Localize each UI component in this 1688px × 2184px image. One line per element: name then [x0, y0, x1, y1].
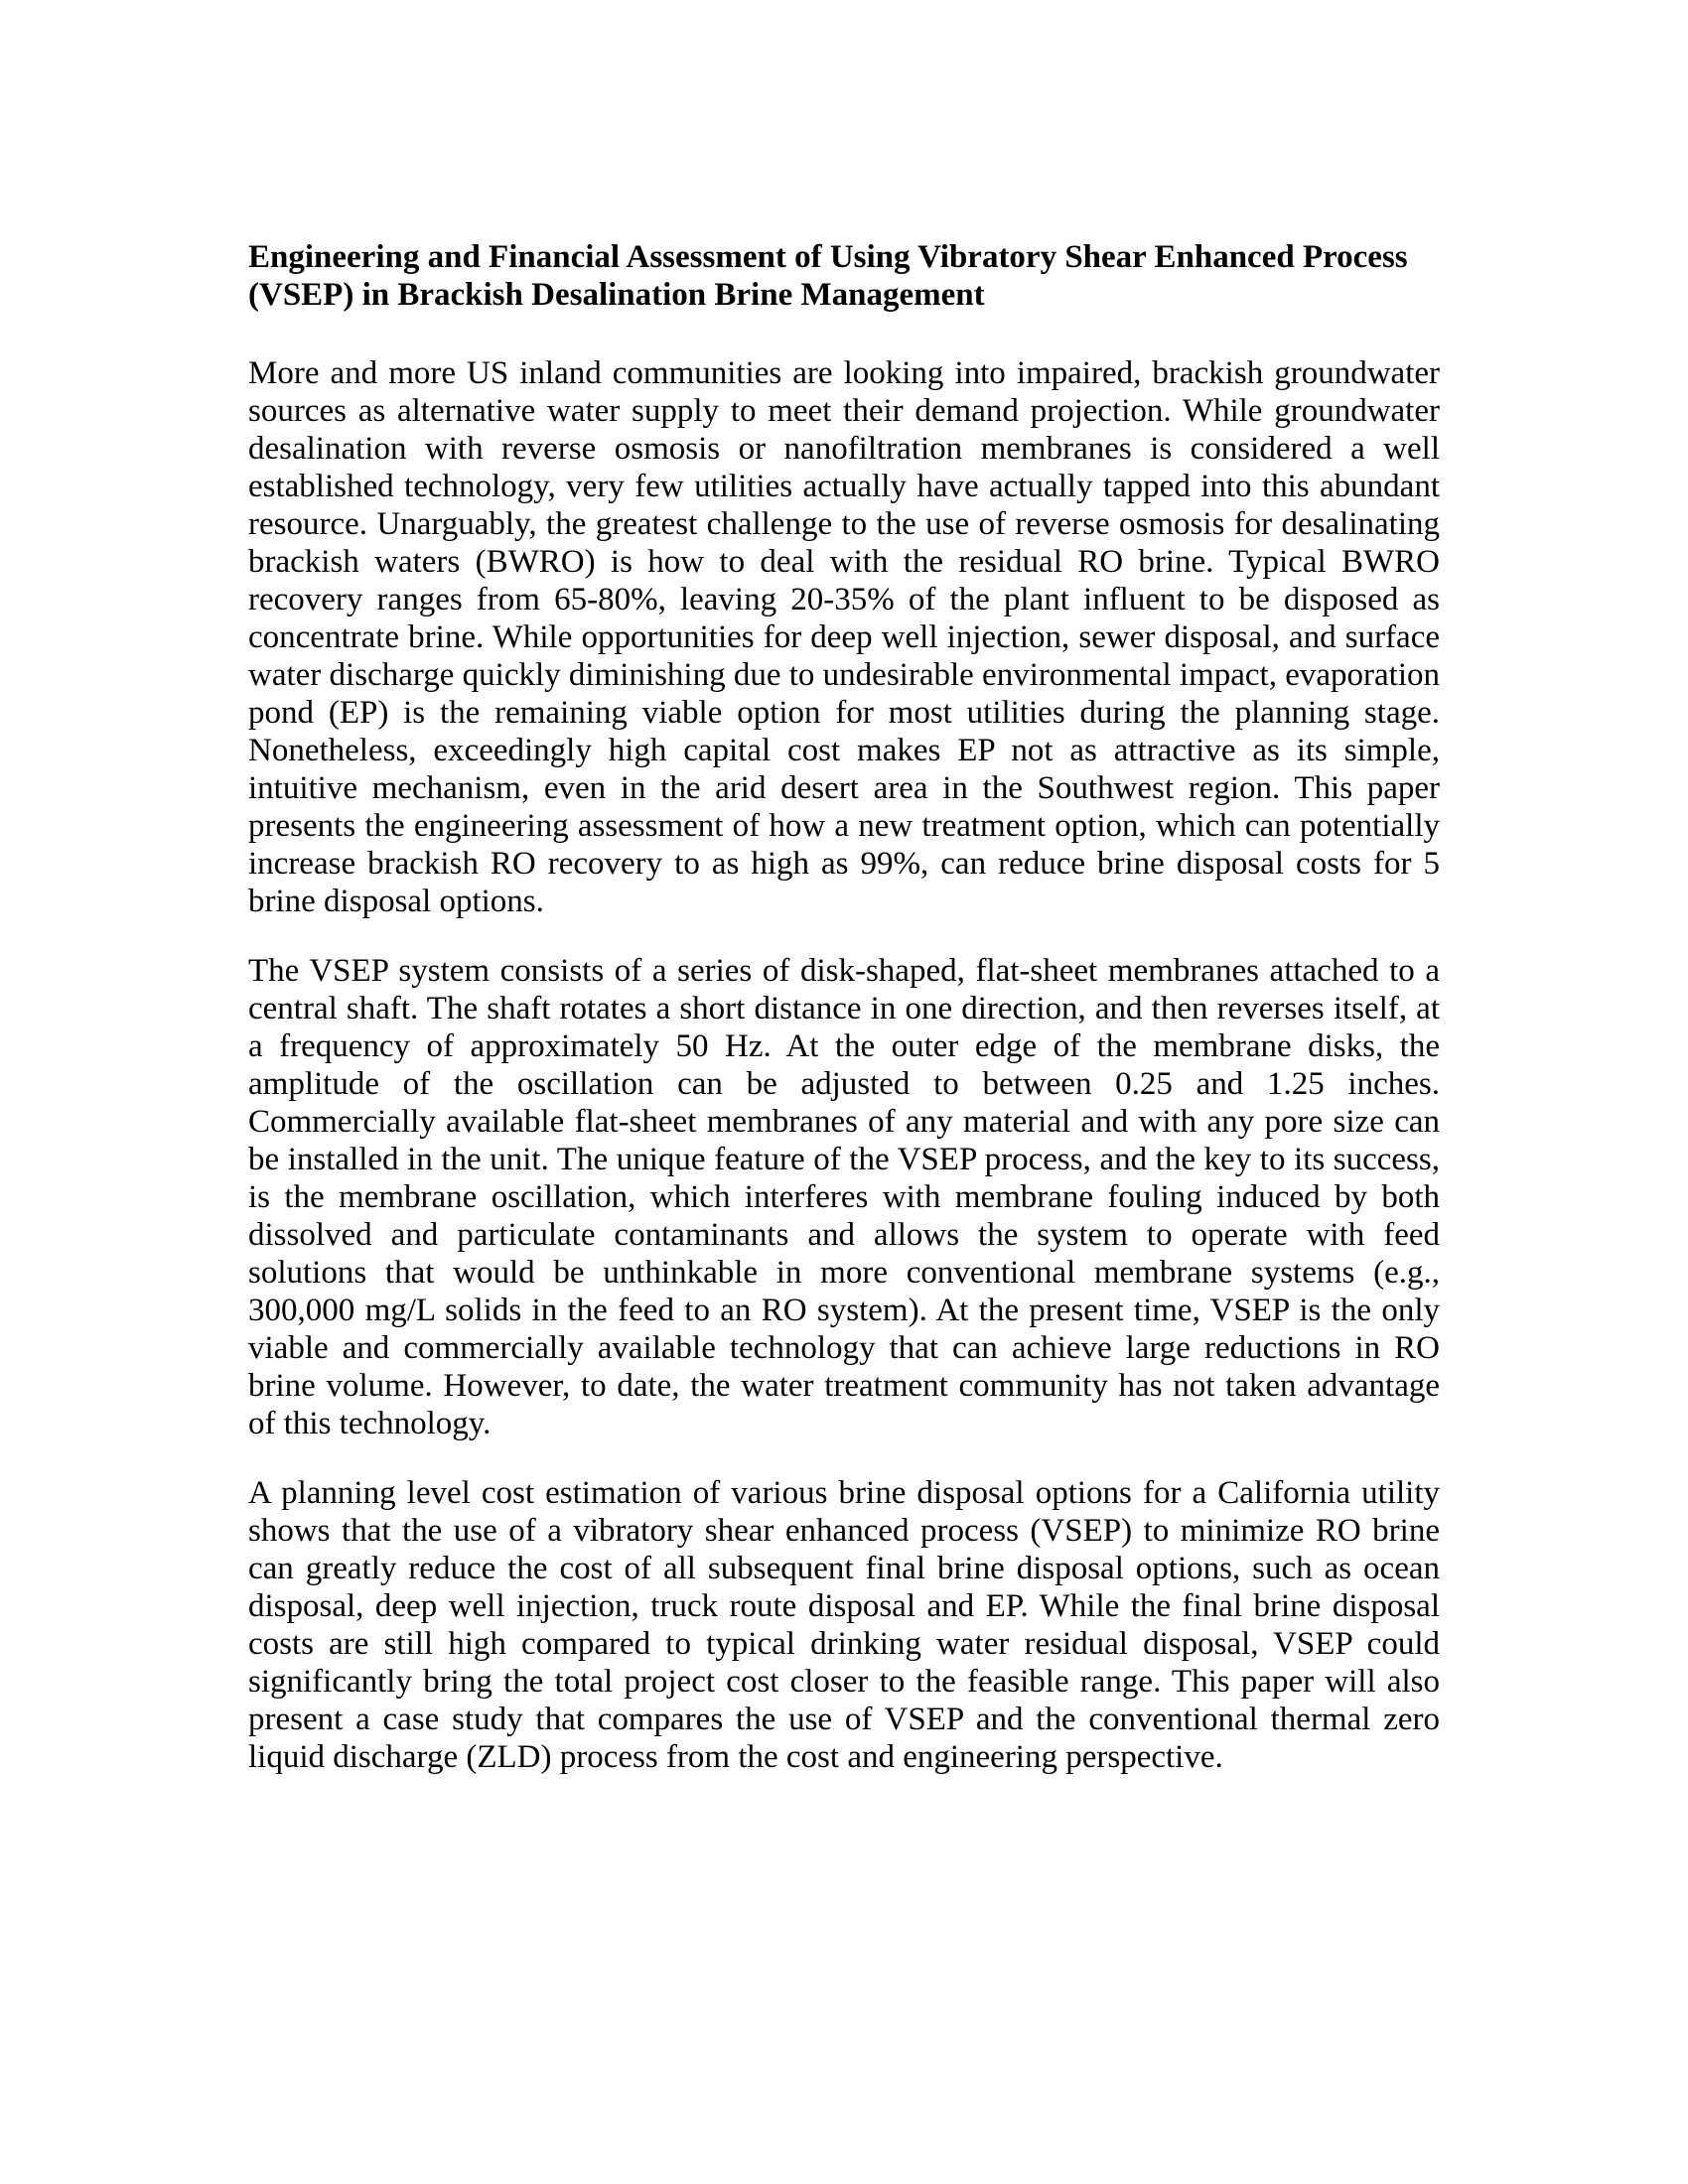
- abstract-paragraph-2: The VSEP system consists of a series of disk-shaped, flat-sheet membranes attached to a central shaft. The shaft rotates a short distance in one direction, and then reverses itself, at a frequency of approximately 50 Hz. At the outer edge of the membrane disks, the amplitude of the oscillation can be adjusted to between 0.25 and 1.25 inches. Commercially available flat-sheet membranes of any material and with any pore size can be installed in the unit. The unique feature of the VSEP process, and the key to its success, is the membrane oscillation, which interferes with membrane fouling induced by both dissolved and particulate contaminants and allows the system to operate with feed solutions that would be unthinkable in more conventional membrane systems (e.g., 300,000 mg/L solids in the feed to an RO system). At the present time, VSEP is the only viable and commercially available technology that can achieve large reductions in RO brine volume. However, to date, the water treatment community has not taken advantage of this technology.: [248, 953, 1440, 1441]
- abstract-paragraph-1: More and more US inland communities are looking into impaired, brackish groundwater sources as alternative water supply to meet their demand projection. While groundwater desalination with reverse osmosis or nanofiltration membranes is considered a well established technology, very few utilities actually have actually tapped into this abundant resource. Unarguably, the greatest challenge to the use of reverse osmosis for desalinating brackish waters (BWRO) is how to deal with the residual RO brine. Typical BWRO recovery ranges from 65-80%, leaving 20-35% of the plant influent to be disposed as concentrate brine. While opportunities for deep well injection, sewer disposal, and surface water discharge quickly diminishing due to undesirable environmental impact, evaporation pond (EP) is the remaining viable option for most utilities during the planning stage. Nonetheless, exceedingly high capital cost makes EP not as attractive as its simple, intuitive mechanism, even in the arid desert area in the Southwest region. This paper presents the engineering assessment of how a new treatment option, which can potentially increase brackish RO recovery to as high as 99%, can reduce brine disposal costs for 5 brine disposal options.: [248, 355, 1440, 919]
- paper-title: Engineering and Financial Assessment of Using Vibratory Shear Enhanced Process (VSEP) in Brackish Desalination Brine Management: [248, 239, 1408, 313]
- abstract-paragraph-3: A planning level cost estimation of various brine disposal options for a California utility shows that the use of a vibratory shear enhanced process (VSEP) to minimize RO brine can greatly reduce the cost of all subsequent final brine disposal options, such as ocean disposal, deep well injection, truck route disposal and EP. While the final brine disposal costs are still high compared to typical drinking water residual disposal, VSEP could significantly bring the total project cost closer to the feasible range. This paper will also present a case study that compares the use of VSEP and the conventional thermal zero liquid discharge (ZLD) process from the cost and engineering perspective.: [248, 1475, 1440, 1775]
- abstract-content: [248, 238, 1440, 1808]
